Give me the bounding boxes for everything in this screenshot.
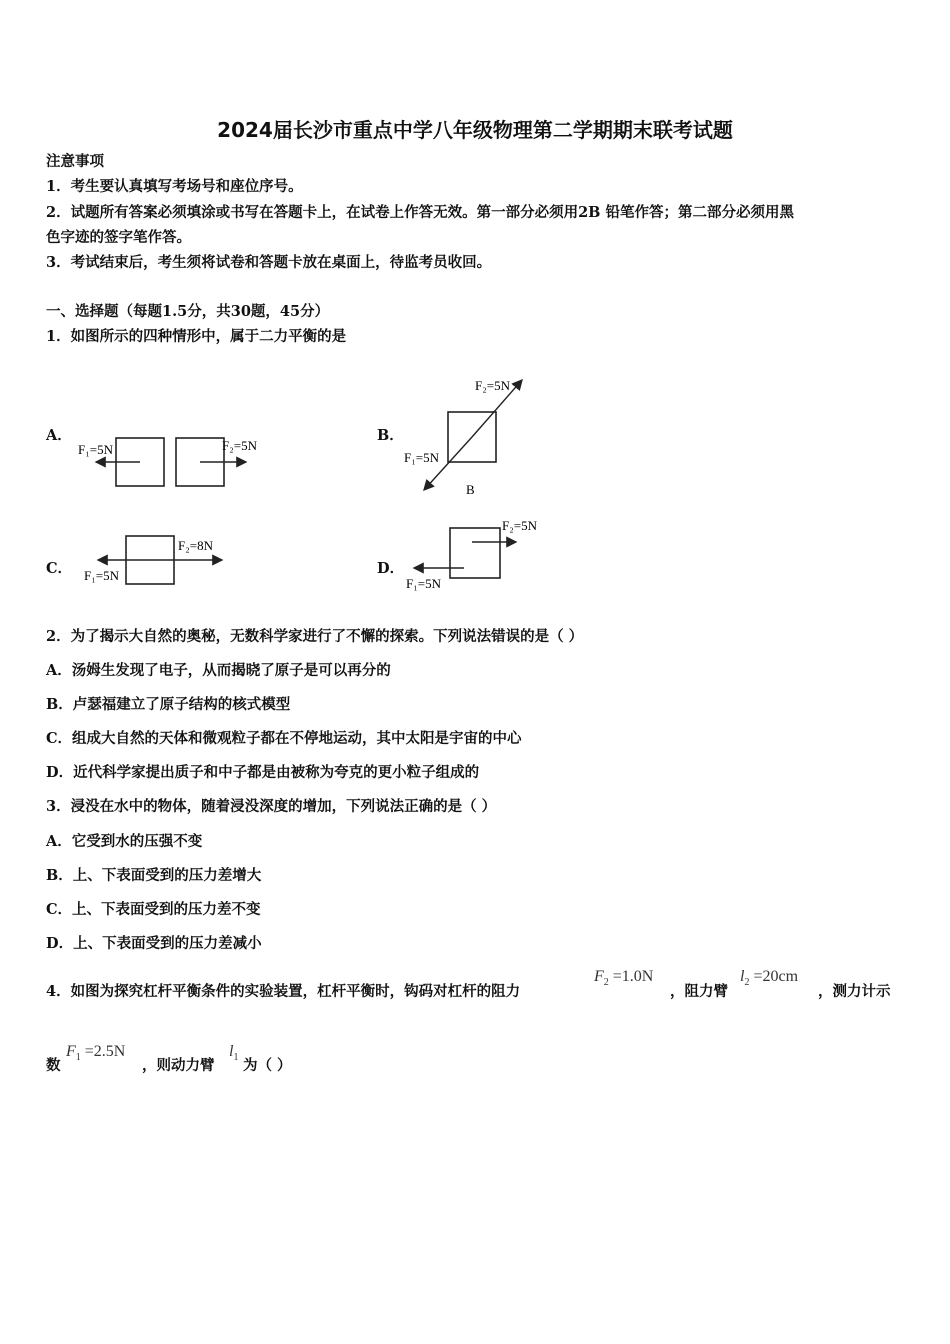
figure-c [80, 530, 230, 592]
question-4-stem-part-6: 为（ ） [243, 1057, 292, 1074]
notice-item-2-line-1: 2．试题所有答案必须填涂或书写在答题卡上，在试卷上作答无效。第一部分必须用2B 铅笔作答；第二部分必须用黑 [46, 204, 794, 221]
question-4-stem-part-2: ，阻力臂 [670, 983, 728, 1000]
figure-d [404, 514, 554, 594]
section-heading: 一、选择题（每题1.5分，共30题，45分） [46, 303, 330, 320]
notice-heading: 注意事项 [46, 153, 104, 170]
q2-option-a: A．汤姆生发现了电子，从而揭晓了原子是可以再分的 [46, 662, 391, 679]
q2-option-d: D．近代科学家提出质子和中子都是由被称为夸克的更小粒子组成的 [46, 764, 480, 781]
q1-label-b: B． [377, 427, 404, 444]
block [450, 528, 500, 578]
notice-item-2-line-2: 色字迹的签字笔作答。 [46, 229, 191, 246]
q1-label-d: D． [377, 560, 405, 577]
figure-b [400, 370, 550, 500]
q3-option-d: D．上、下表面受到的压力差减小 [46, 935, 262, 952]
fig-a-f2-label: F₂=5N [222, 438, 257, 453]
q3-option-a: A．它受到水的压强不变 [46, 833, 203, 850]
fig-b-caption: B [466, 482, 475, 497]
fig-b-f1-label: F₁=5N [404, 450, 439, 465]
formula-f2: $F_2 =1.0N$ [594, 968, 654, 989]
formula-l2: $l_2 =20cm$ [740, 968, 799, 989]
page-title: 2024届长沙市重点中学八年级物理第二学期期末联考试题 [217, 118, 733, 142]
question-3-stem: 3．浸没在水中的物体，随着浸没深度的增加，下列说法正确的是（ ） [46, 798, 497, 815]
figure-a [76, 430, 276, 495]
formula-f1: $F_1 =2.5N$ [66, 1043, 126, 1064]
question-4-stem-part-3: ，测力计示 [818, 983, 891, 1000]
q1-label-c: C． [46, 560, 73, 577]
fig-b-f2-label: F₂=5N [475, 378, 510, 393]
question-1-stem: 1．如图所示的四种情形中，属于二力平衡的是 [46, 328, 347, 345]
question-4-stem-part-1: 4．如图为探究杠杆平衡条件的实验装置，杠杆平衡时，钩码对杠杆的阻力 [46, 983, 521, 1000]
q3-option-b: B．上、下表面受到的压力差增大 [46, 867, 262, 884]
question-4-stem-part-5: ，则动力臂 [142, 1057, 215, 1074]
q3-option-c: C．上、下表面受到的压力差不变 [46, 901, 261, 918]
fig-d-f1-label: F₁=5N [406, 576, 441, 591]
q1-label-a: A． [46, 427, 72, 444]
formula-l1: $l_1$ [229, 1043, 239, 1064]
fig-c-f1-label: F₁=5N [84, 568, 119, 583]
fig-d-f2-label: F₂=5N [502, 518, 537, 533]
q2-option-b: B．卢瑟福建立了原子结构的核式模型 [46, 696, 291, 713]
question-2-stem: 2．为了揭示大自然的奥秘，无数科学家进行了不懈的探索。下列说法错误的是（ ） [46, 628, 584, 645]
fig-c-f2-label: F₂=8N [178, 538, 213, 553]
notice-item-1: 1．考生要认真填写考场号和座位序号。 [46, 178, 303, 195]
question-4-stem-part-4: 数 [46, 1057, 61, 1074]
q2-option-c: C．组成大自然的天体和微观粒子都在不停地运动，其中太阳是宇宙的中心 [46, 730, 522, 747]
notice-item-3: 3．考试结束后，考生须将试卷和答题卡放在桌面上，待监考员收回。 [46, 254, 492, 271]
fig-a-f1-label: F₁=5N [78, 442, 113, 457]
